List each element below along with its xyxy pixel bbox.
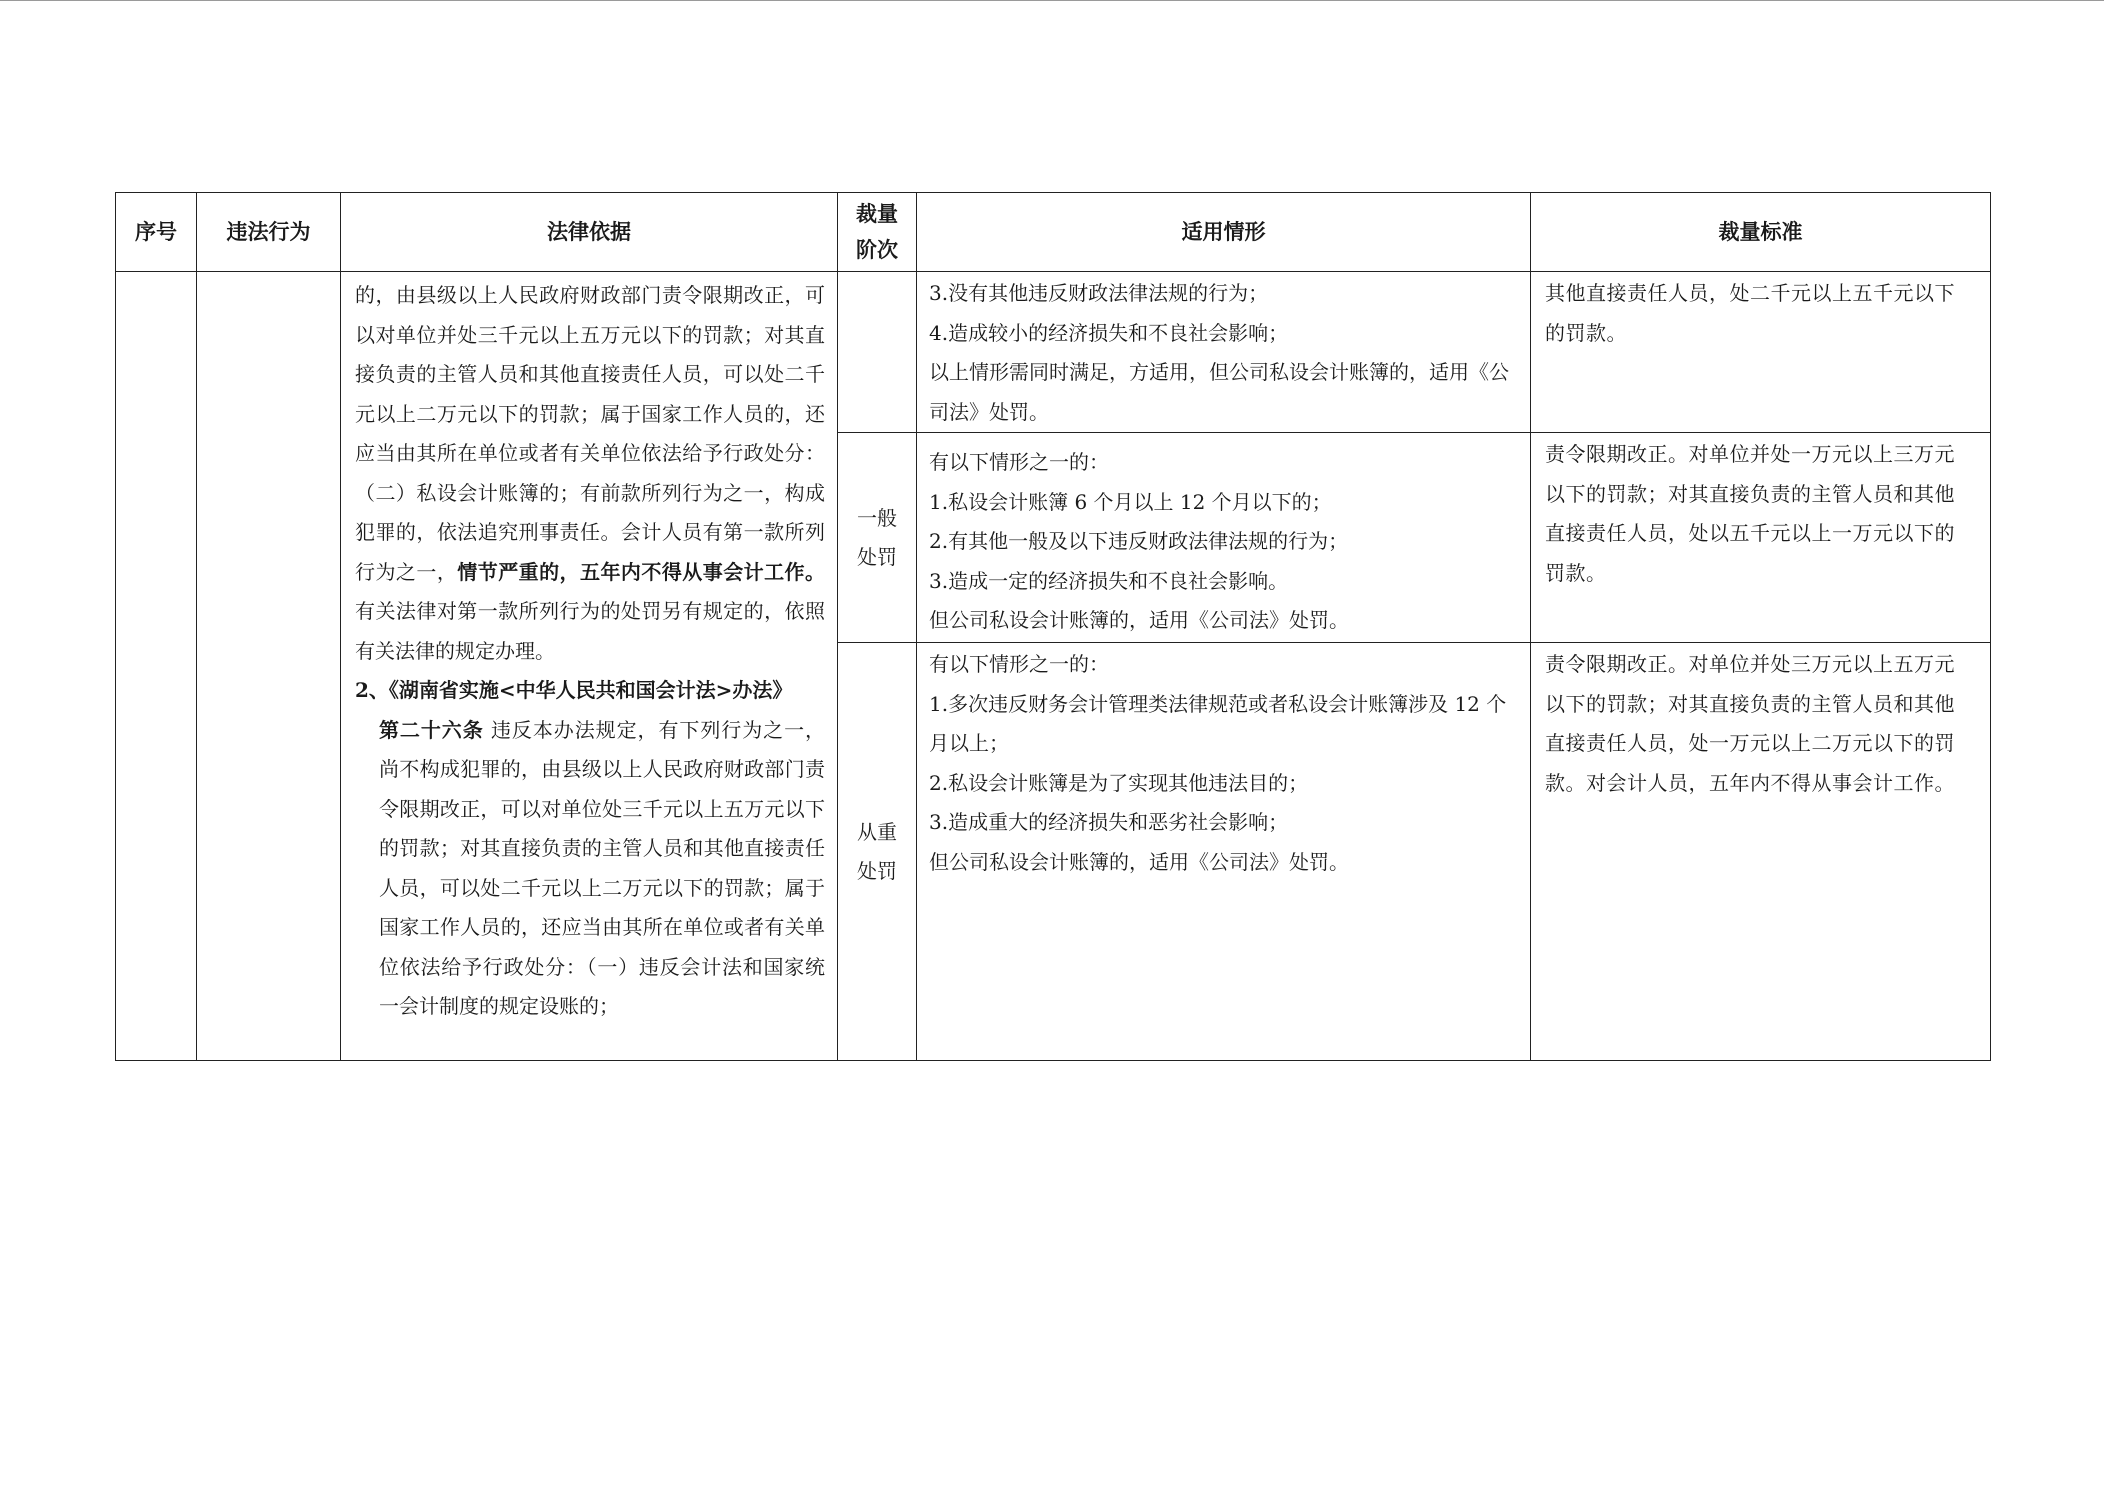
- law-p1-text: 的，由县级以上人民政府财政部门责令限期改正，可以对单位并处三千元以上五万元以下的罚款；对其直接负责的主管人员和其他直接责任人员，可以处二千元以上二万元以下的罚款；属于国家工作人员的，还应当由其所在单位或者有关单位依法给予行政处分：（二）私设会计账簿的；有前款所列行为之一，构成犯罪的，依法追究刑事责任。会计人员有第一款所列行为之一，: [355, 283, 825, 584]
- case-line: 但公司私设会计账簿的，适用《公司法》处罚。: [929, 849, 1349, 874]
- law-paragraph-2: [355, 711, 825, 1027]
- law-p1-bold: 情节严重的，五年内不得从事会计工作。: [457, 559, 826, 584]
- violation-cell: [197, 272, 341, 1061]
- header-legal-basis: 法律依据: [341, 193, 838, 272]
- law-article-title: 第二十六条: [379, 717, 484, 742]
- header-applicable-case: 适用情形: [917, 193, 1531, 272]
- case-line: 3.造成一定的经济损失和不良社会影响。: [929, 568, 1289, 593]
- case-line: 以上情形需同时满足，方适用，但公司私设会计账簿的，适用《公司法》处罚。: [929, 360, 1509, 424]
- case-line: 1.多次违反财务会计管理类法律规范或者私设会计账簿涉及 12 个月以上；: [929, 691, 1507, 755]
- header-discretion-level: [838, 193, 917, 272]
- case-cell: [917, 272, 1531, 433]
- case-line: 3.造成重大的经济损失和恶劣社会影响；: [929, 810, 1289, 834]
- header-discretion-standard: 裁量标准: [1531, 193, 1991, 272]
- law-p1-post: 有关法律对第一款所列行为的处罚另有规定的，依照有关法律的规定办理。: [355, 599, 825, 663]
- case-line: 但公司私设会计账簿的，适用《公司法》处罚。: [929, 608, 1349, 632]
- seq-cell: [116, 272, 197, 1061]
- case-line: 有以下情形之一的：: [929, 450, 1109, 474]
- standard-cell: 责令限期改正。对单位并处一万元以上三万元以下的罚款；对其直接负责的主管人员和其他直接责任人员，处以五千元以上一万元以下的罚款。: [1531, 433, 1991, 643]
- law-paragraph-2-heading: 2、《湖南省实施<中华人民共和国会计法>办法》: [355, 678, 793, 702]
- standard-cell: 其他直接责任人员，处二千元以上五千元以下的罚款。: [1531, 272, 1991, 433]
- case-cell: [917, 643, 1531, 1061]
- level-cell-general: [838, 433, 917, 643]
- page-top-rule: [0, 0, 2104, 1]
- header-level-line1: 裁量: [856, 202, 898, 226]
- penalty-discretion-table: [115, 192, 1991, 1061]
- level-line: 处罚: [857, 858, 897, 883]
- header-level-line2: 阶次: [856, 238, 898, 262]
- law-article-text: 违反本办法规定，有下列行为之一，尚不构成犯罪的，由县级以上人民政府财政部门责令限期改正，可以对单位处三千元以上五万元以下的罚款；对其直接负责的主管人员和其他直接责任人员，可以处二千元以上二万元以下的罚款；属于国家工作人员的，还应当由其所在单位或者有关单位依法给予行政处分：（一）违反会计法和国家统一会计制度的规定设账的；: [379, 717, 826, 1018]
- case-line: 3.没有其他违反财政法律法规的行为；: [929, 281, 1269, 305]
- case-line: 2.有其他一般及以下违反财政法律法规的行为；: [929, 529, 1349, 553]
- case-line: 有以下情形之一的：: [929, 652, 1109, 676]
- case-cell: [917, 433, 1531, 643]
- case-line: 4.造成较小的经济损失和不良社会影响；: [929, 320, 1289, 345]
- level-cell: [838, 272, 917, 433]
- level-line: 一般: [857, 505, 897, 530]
- level-line: 处罚: [857, 544, 897, 569]
- level-cell-severe: [838, 643, 917, 1061]
- legal-basis-cell: [341, 272, 838, 1061]
- table-header-row: [116, 193, 1991, 272]
- case-line: 1.私设会计账簿 6 个月以上 12 个月以下的；: [929, 489, 1332, 514]
- level-line: 从重: [857, 819, 897, 844]
- header-violation: 违法行为: [197, 193, 341, 272]
- law-paragraph-1: [355, 276, 825, 671]
- standard-cell: 责令限期改正。对单位并处三万元以上五万元以下的罚款；对其直接负责的主管人员和其他直接责任人员，处一万元以上二万元以下的罚款。对会计人员，五年内不得从事会计工作。: [1531, 643, 1991, 1061]
- table-row: [116, 272, 1991, 433]
- case-line: 2.私设会计账簿是为了实现其他违法目的；: [929, 770, 1309, 795]
- header-seq: 序号: [116, 193, 197, 272]
